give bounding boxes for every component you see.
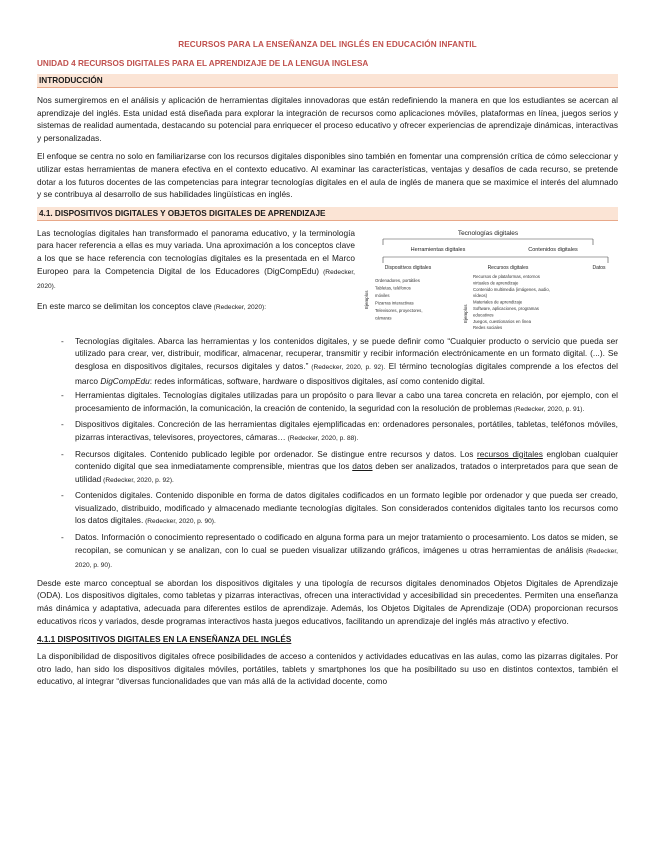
diagram-example-item: virtuales de aprendizaje bbox=[473, 280, 519, 286]
digital-technologies-diagram bbox=[363, 227, 613, 335]
list-item: - Herramientas digitales. Tecnologías digitales utilizadas para un propósito o para llevar a cabo una tarea concreta en relación, por ejemplo, con el procesamiento de información, la comunicación, la creación de contenido, la seguridad con la resolución de problemas (Redecker, 2020, p. 91). bbox=[37, 389, 618, 416]
diagram-example-item: Juegos, cuestionarios en línea bbox=[473, 318, 532, 324]
key-concepts-list bbox=[37, 335, 618, 573]
diagram-side-label-1: Ejemplos bbox=[364, 290, 369, 309]
diagram-recursos: Recursos digitales bbox=[487, 264, 529, 271]
diagram-examples-resources bbox=[473, 274, 550, 330]
diagram-root: Tecnologías digitales bbox=[457, 229, 519, 237]
diagram-example-item: vídeos) bbox=[473, 292, 488, 298]
diagram-example-item: Ordenadores, portátiles bbox=[375, 277, 420, 283]
diagram-datos: Datos bbox=[592, 264, 606, 271]
diagram-example-item: Contenido multimedia (imágenes, audio, bbox=[473, 286, 550, 292]
diagram-example-item: educativos bbox=[473, 312, 494, 318]
diagram-examples-devices bbox=[375, 278, 423, 321]
section-4-1-intro bbox=[37, 227, 618, 335]
list-item: - Datos. Información o conocimiento representado o codificado en alguna forma para un mejor tratamiento o procesamiento. Los datos se miden, se recopilan, se comunican y se analizan, con lo cual se pueden visualizar utilizando gráficos, imágenes u otras herramientas de análisis (Redecker, 2020, p. 90). bbox=[37, 531, 618, 573]
document-title: RECURSOS PARA LA ENSEÑANZA DEL INGLÉS EN EDUCACIÓN INFANTIL bbox=[178, 40, 477, 49]
diagram-example-item: Pizarras interactivas bbox=[375, 300, 414, 306]
diagram-contenidos: Contenidos digitales bbox=[528, 246, 578, 253]
diagram-example-item: Materiales de aprendizaje bbox=[473, 299, 523, 305]
section-4-1-paragraph-2: En este marco se delimitan los conceptos clave (Redecker, 2020): bbox=[37, 300, 267, 311]
diagram-example-item: Recursos de plataformas, entornos bbox=[473, 273, 540, 279]
diagram-example-item: Tabletas, teléfonos bbox=[375, 285, 411, 291]
diagram-example-item: móviles bbox=[375, 292, 390, 298]
diagram-herramientas: Herramientas digitales bbox=[410, 246, 466, 253]
section-4-1-paragraph-1: Las tecnologías digitales han transformado el panorama educativo, y la terminología para hacer referencia a ellas es muy variada. Una aproximación a los conceptos clave a los que se hace referencia con tecnologías digitales es la presentada en el Marco Europeo para la Competencia Digital de los Educadores (DigCompEdu) (Redecker, 2020). bbox=[37, 227, 355, 291]
section-4-1-1-heading: 4.1.1 DISPOSITIVOS DIGITALES EN LA ENSEÑANZA DEL INGLÉS bbox=[37, 635, 292, 645]
diagram-dispositivos: Dispositivos digitales bbox=[384, 264, 432, 271]
intro-heading: INTRODUCCIÓN bbox=[37, 74, 618, 88]
section-4-1-1-paragraph-1: La disponibilidad de dispositivos digitales ofrece posibilidades de acceso a contenidos y actividades educativas en las aulas, como las pizarras digitales. Por otro lado, han sido los dispositivos digitales móviles, portátiles, tablets y smartphones los que ha posibilitado su uso en distintos contextos, también el educativo, al integrar “diversas funcionalidades que van más allá de la actividad docente, como bbox=[37, 651, 618, 687]
unit-heading: UNIDAD 4 RECURSOS DIGITALES PARA EL APRENDIZAJE DE LA LENGUA INGLESA bbox=[37, 59, 369, 68]
list-item: - Dispositivos digitales. Concreción de las herramientas digitales ejemplificadas en: ordenadores personales, portátiles, tabletas, teléfonos móviles, pizarras interactivas, televisores, proyectores, cámaras… (Redecker, 2020, p. 88). bbox=[37, 418, 618, 445]
intro-paragraph-1: Nos sumergiremos en el análisis y aplicación de herramientas digitales innovadoras que están redefiniendo la manera en que los estudiantes se acercan al aprendizaje del inglés. Esta unidad está diseñada para explorar la integración de recursos como aplicaciones móviles, plataformas en línea, juegos serios y sistemas de realidad aumentada, destacando su potencial para enriquecer el proceso educativo y ofrecer experiencias de aprendizaje dinámicas, interactivas y personalizadas. bbox=[37, 95, 618, 143]
section-4-1-heading: 4.1. DISPOSITIVOS DIGITALES Y OBJETOS DIGITALES DE APRENDIZAJE bbox=[37, 207, 618, 221]
diagram-example-item: cámaras bbox=[375, 315, 392, 321]
list-item: - Contenidos digitales. Contenido disponible en forma de datos digitales codificados en un formato legible por ordenador y que pueda ser creado, visualizado, distribuido, modificado y almacenado mediante tecnologías digitales. Son considerados contenidos digitales tanto los recursos como los datos digitales. (Redecker, 2020, p. 90). bbox=[37, 489, 618, 529]
diagram-side-label-2: Ejemplos bbox=[463, 304, 468, 323]
diagram-example-item: Televisores, proyectores, bbox=[375, 307, 423, 313]
list-item: - Tecnologías digitales. Abarca las herramientas y los contenidos digitales, y se puede definir como “Cualquier producto o servicio que pueda ser utilizado para crear, ver, distribuir, modificar, almacenar, recuperar, transmitir y recibir información electrónicamente en un formato digital. (...). Se desglosa en dispositivos digitales, recursos digitales y datos.” (Redecker, 2020, p. 92). El término tecnologías digitales comprende a los efectos del marco DigCompEdu: redes informáticas, software, hardware o dispositivos digitales, así como contenido digital. bbox=[37, 335, 618, 387]
section-4-1-text bbox=[37, 227, 355, 335]
intro-paragraph-2: El enfoque se centra no solo en familiarizarse con los recursos digitales disponibles sino también en fomentar una comprensión crítica de cómo seleccionar y utilizar estas herramientas de manera efectiva en el contexto educativo. Al examinar las características, ventajas y desafíos de cada recurso, se pretende dotar a los futuros docentes de las competencias para integrar tecnologías digitales en el aula de inglés de manera que se maximice el interés del alumnado y se contribuya al desarrollo de sus habilidades lingüísticas en inglés. bbox=[37, 151, 618, 200]
section-4-1-paragraph-3: Desde este marco conceptual se abordan los dispositivos digitales y una tipología de recursos digitales denominados Objetos Digitales de Aprendizaje (ODA). Los dispositivos digitales, como tabletas y pizarras interactivas, ofrecen una interactividad y accesibilidad sin precedentes. Permiten una enseñanza más dinámica y adaptativa, adecuada para diferentes estilos de aprendizaje. Además, los Objetos Digitales de Aprendizaje (ODA) proporcionan recursos educativos ricos y variados, desde programas interactivos hasta juegos educativos, facilitando un aprendizaje del inglés más atractivo y efectivo. bbox=[37, 577, 618, 626]
list-item: - Recursos digitales. Contenido publicado legible por ordenador. Se distingue entre recursos y datos. Los recursos digitales engloban cualquier contenido digital que sea inmediatamente comprensible, mientras que los datos deben ser analizados, tratados o interpretados para que sean de utilidad (Redecker, 2020, p. 92). bbox=[37, 448, 618, 488]
diagram-example-item: Redes sociales bbox=[473, 324, 503, 330]
diagram-example-item: Software, aplicaciones, programas bbox=[473, 305, 539, 311]
